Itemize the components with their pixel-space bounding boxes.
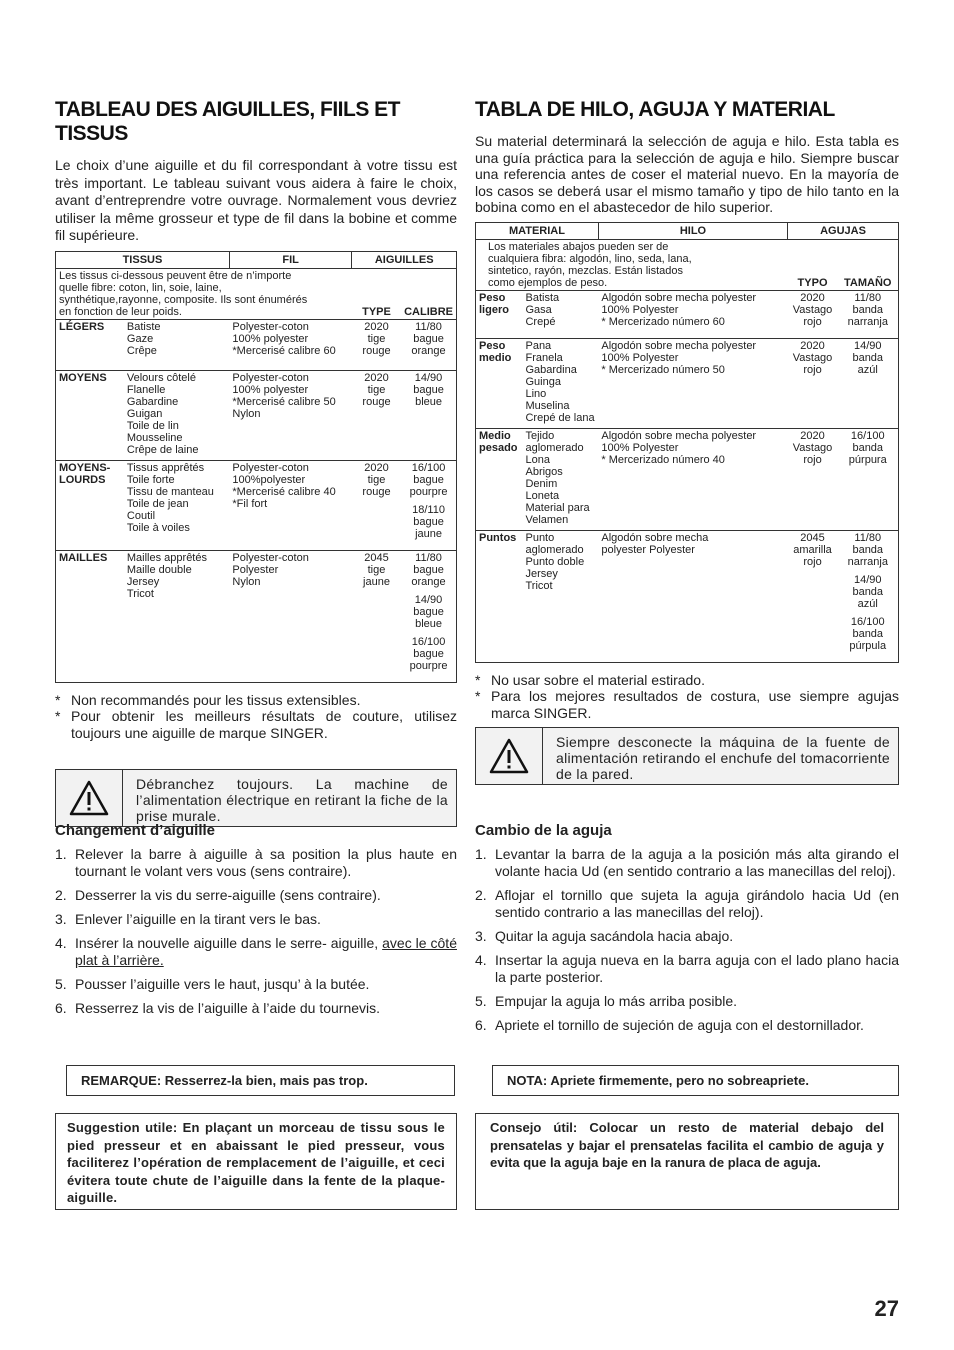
step-text xyxy=(495,993,899,1010)
step-text xyxy=(495,952,899,986)
step-item xyxy=(55,846,457,880)
thread-list: Algodón sobre mecha polyester 100% Polyester * Mercerizado número 40 xyxy=(598,428,787,530)
warning-box-es xyxy=(475,727,899,785)
header-needles: AIGUILLES xyxy=(352,251,457,268)
steps-es xyxy=(475,846,899,1034)
fabric-category: Medio pesado xyxy=(476,428,523,530)
needle-size: 14/90 bague bleue xyxy=(413,593,444,630)
fabric-list: Velours côtelé Flanelle Gabardine Guigan Toile de lin Mousseline Crêpe de laine xyxy=(124,370,230,460)
remark-es: NOTA: Apriete firmemente, pero no sobreapriete. xyxy=(507,1072,809,1088)
header-thread: FIL xyxy=(229,251,352,268)
header-fabric: MATERIAL xyxy=(476,222,599,239)
warning-icon xyxy=(476,728,543,784)
needle-size: 16/100 banda púrpura xyxy=(848,429,887,466)
footnote-marker: * xyxy=(55,708,61,724)
step-text-main: Apriete el tornillo de sujeción de aguja con el destornillador. xyxy=(495,1017,864,1033)
step-number: 3. xyxy=(475,928,487,944)
fabric-category: MAILLES xyxy=(56,550,124,682)
step-item xyxy=(55,1000,457,1017)
needle-type: 2020 tige rouge xyxy=(352,460,401,550)
remark-box-es xyxy=(492,1065,899,1096)
step-item xyxy=(55,935,457,969)
step-text xyxy=(75,935,457,969)
step-number: 5. xyxy=(55,976,67,992)
table-row xyxy=(56,319,457,370)
type-label: TYPO xyxy=(788,239,838,290)
step-text xyxy=(495,846,899,880)
needle-size: 14/90 banda azúl xyxy=(852,573,884,610)
step-text-main: Enlever l’aiguille en la tirant vers le bas. xyxy=(75,911,321,927)
needle-sizes xyxy=(401,370,456,460)
step-number: 6. xyxy=(475,1017,487,1033)
intro-es: Su material determinará la selección de aguja e hilo. Esta tabla es una guía práctica para la selección de aguja e hilo. Siempre buscar una referencia antes de coser el material nuevo. En la mayoría de los casos se deberá usar el mismo tamaño y tipo de hilo tanto en la bobina como en el abastecedor de hilo superior. xyxy=(475,133,899,215)
warning-text-fr: Débranchez toujours. La machine de l’alimentation électrique en retirant la fiche de la prise murale. xyxy=(136,776,448,824)
needle-chart-es xyxy=(475,222,899,663)
thread-list: Algodón sobre mecha polyester 100% Polyester * Mercerizado número 60 xyxy=(598,290,787,338)
step-number: 2. xyxy=(475,887,487,903)
needle-size: 16/100 banda púrpula xyxy=(849,615,887,652)
needle-chart-fr xyxy=(55,251,457,683)
step-text xyxy=(495,887,899,921)
needle-sizes xyxy=(838,290,899,338)
header-thread: HILO xyxy=(598,222,787,239)
spanish-column xyxy=(475,98,899,785)
type-label: TYPE xyxy=(352,268,401,319)
fabric-category: LÉGERS xyxy=(56,319,124,370)
footnote xyxy=(55,708,457,741)
step-text xyxy=(75,911,457,928)
needle-sizes xyxy=(401,319,456,370)
size-label: TAMAÑO xyxy=(838,239,899,290)
tip-box-es xyxy=(475,1113,899,1210)
thread-list: Algodón sobre mecha polyester 100% Polyester * Mercerizado número 50 xyxy=(598,338,787,428)
needle-type: 2045 tige jaune xyxy=(352,550,401,682)
needle-type: 2020 tige rouge xyxy=(352,319,401,370)
step-text xyxy=(75,1000,457,1017)
fiber-note: Les tissus ci-dessous peuvent être de n’importe quelle fibre: coton, lin, soie, laine, synthétique,rayonne, composite. Ils sont énumérés en fonction de leur poids. xyxy=(56,268,352,319)
needle-type: 2020 Vastago rojo xyxy=(788,428,838,530)
fabric-category: Peso medio xyxy=(476,338,523,428)
warning-icon xyxy=(56,770,123,826)
table-note-row xyxy=(476,239,899,290)
needle-size: 14/90 bague bleue xyxy=(413,371,444,408)
footnote-text: Non recommandés pour les tissus extensibles. xyxy=(71,691,361,708)
step-item xyxy=(475,928,899,945)
needle-size: 11/80 bague orange xyxy=(411,320,446,357)
needle-type: 2020 Vastago rojo xyxy=(788,338,838,428)
thread-list: Polyester-coton 100%polyester *Mercerisé calibre 40 *Fil fort xyxy=(229,460,352,550)
step-number: 4. xyxy=(55,935,67,951)
step-item xyxy=(475,1017,899,1034)
step-number: 5. xyxy=(475,993,487,1009)
needle-size: 11/80 bague orange xyxy=(411,551,446,588)
page-title-es: TABLA DE HILO, AGUJA Y MATERIAL xyxy=(475,98,835,121)
footnote xyxy=(475,672,899,689)
step-text-underlined: avec le côté plat à l’arrière. xyxy=(75,935,457,968)
section-title-fr: Changement d’aiguille xyxy=(55,822,216,839)
needle-type: 2045 amarilla rojo xyxy=(788,530,838,662)
step-number: 1. xyxy=(475,846,487,862)
intro-fr: Le choix d’une aiguille et du fil correspondant à votre tissu est très important. Le tableau suivant vous aidera à faire le choix, avant d’entreprendre votre ouvrage. Normalement vous devriez utiliser la même grosseur et type de fil dans la bobine et comme fil supérieure. xyxy=(55,157,457,243)
tip-box-fr xyxy=(55,1113,457,1210)
fabric-category: MOYENS- LOURDS xyxy=(56,460,124,550)
footnote-text: No usar sobre el material estirado. xyxy=(491,671,705,688)
fabric-list: Batista Gasa Crepé xyxy=(522,290,598,338)
step-text-main: Insertar la aguja nueva en la barra aguja con el lado plano hacia la parte posterior. xyxy=(495,952,899,985)
fiber-note: Los materiales abajos pueden ser de cualquiera fibra: algodón, lino, seda, lana, sintetico, rayón, mezclas. Están listados como ejemplos de peso. xyxy=(476,239,788,290)
thread-list: Algodón sobre mecha polyester Polyester xyxy=(598,530,787,662)
fabric-list: Tejido aglomerado Lona Abrigos Denim Loneta Material para Velamen xyxy=(522,428,598,530)
table-row xyxy=(56,370,457,460)
needle-size: 18/110 bague jaune xyxy=(412,503,445,540)
step-number: 2. xyxy=(55,887,67,903)
footnote-marker: * xyxy=(55,691,61,708)
needle-size: 16/100 bague pourpre xyxy=(409,635,448,672)
page-number: 27 xyxy=(874,1296,899,1321)
remark-box-fr xyxy=(66,1065,455,1096)
table-row xyxy=(476,428,899,530)
fabric-list: Batiste Gaze Crêpe xyxy=(124,319,230,370)
step-item xyxy=(475,952,899,986)
needle-type: 2020 Vastago rojo xyxy=(788,290,838,338)
table-row xyxy=(476,338,899,428)
fabric-list: Tissus apprêtés Toile forte Tissu de manteau Toile de jean Coutil Toile à voiles xyxy=(124,460,230,550)
needle-change-es xyxy=(475,822,899,1041)
table-header-row xyxy=(476,222,899,239)
step-text-main: Empujar la aguja lo más arriba posible. xyxy=(495,993,738,1009)
footnote-text: Pour obtenir les meilleurs résultats de couture, utilisez toujours une aiguille de marque SINGER. xyxy=(71,708,457,741)
header-needles: AGUJAS xyxy=(788,222,899,239)
steps-fr xyxy=(55,846,457,1017)
tip-es: Consejo útil: Colocar un resto de material debajo del prensatelas y bajar el prensatelas facilita el cambio de aguja y evita que la aguja baje en la ranura de placa de aguja. xyxy=(490,1120,884,1170)
needle-type: 2020 tige rouge xyxy=(352,370,401,460)
notes-fr xyxy=(55,692,457,742)
footnote xyxy=(475,688,899,721)
step-item xyxy=(475,993,899,1010)
needle-size: 11/80 banda narranja xyxy=(847,291,888,328)
step-number: 4. xyxy=(475,952,487,968)
table-row xyxy=(56,460,457,550)
footnote-text: Para los mejores resultados de costura, use siempre agujas marca SINGER. xyxy=(491,688,899,721)
notes-es xyxy=(475,672,899,722)
step-item xyxy=(475,846,899,880)
table-note-row xyxy=(56,268,457,319)
step-text-main: Aflojar el tornillo que sujeta la aguja girándolo hacia Ud (en sentido contrario a las manecillas del reloj). xyxy=(495,887,899,920)
step-text-main: Levantar la barra de la aguja a la posición más alta girando el volante hacia Ud (en sentido contrario a las manecillas del reloj). xyxy=(495,846,899,879)
fabric-list: Pana Franela Gabardina Guinga Lino Muselina Crepé de lana xyxy=(522,338,598,428)
fabric-list: Punto aglomerado Punto doble Jersey Tricot xyxy=(522,530,598,662)
needle-size: 11/80 banda narranja xyxy=(847,531,888,568)
thread-list: Polyester-coton Polyester Nylon xyxy=(229,550,352,682)
thread-list: Polyester-coton 100% polyester *Mercerisé calibre 50 Nylon xyxy=(229,370,352,460)
step-number: 6. xyxy=(55,1000,67,1016)
warning-box-fr xyxy=(55,769,457,827)
section-title-es: Cambio de la aguja xyxy=(475,822,612,839)
step-item xyxy=(55,976,457,993)
page-title-fr: TABLEAU DES AIGUILLES, FIILS ET TISSUS xyxy=(55,98,401,145)
header-fabric: TISSUS xyxy=(56,251,230,268)
step-text-main: Quitar la aguja sacándola hacia abajo. xyxy=(495,928,734,944)
table-row xyxy=(476,290,899,338)
fabric-category: Peso ligero xyxy=(476,290,523,338)
table-row xyxy=(476,530,899,662)
step-text-main: Resserrez la vis de l’aiguille à l’aide du tournevis. xyxy=(75,1000,381,1016)
size-label: CALIBRE xyxy=(401,268,456,319)
step-text xyxy=(495,1017,899,1034)
step-text xyxy=(75,887,457,904)
needle-sizes xyxy=(838,530,899,662)
step-text xyxy=(75,846,457,880)
fabric-category: Puntos xyxy=(476,530,523,662)
tip-fr: Suggestion utile: En plaçant un morceau de tissu sous le pied presseur et en abaissant le pied presseur, vous faciliterez l’opération de remplacement de l’aiguille, et ceci évitera toute chute de l’aiguille dans la fente de la plaque-aiguille. xyxy=(67,1120,445,1205)
table-row xyxy=(56,550,457,682)
step-item xyxy=(475,887,899,921)
fabric-list: Mailles apprêtés Maille double Jersey Tricot xyxy=(124,550,230,682)
needle-change-fr xyxy=(55,822,457,1024)
step-text-main: Relever la barre à aiguille à sa position la plus haute en tournant le volant vers vous (sens contraire). xyxy=(75,846,457,879)
needle-sizes xyxy=(838,338,899,428)
step-text-main: Insérer la nouvelle aiguille dans le serre- aiguille, xyxy=(75,935,383,951)
footnote-marker: * xyxy=(475,671,481,688)
step-item xyxy=(55,887,457,904)
warning-text-es: Siempre desconecte la máquina de la fuente de alimentación retirando el enchufe del tomacorriente de la pared. xyxy=(556,734,890,782)
footnote-marker: * xyxy=(475,688,481,704)
needle-size: 16/100 bague pourpre xyxy=(409,461,448,498)
needle-sizes xyxy=(838,428,899,530)
remark-fr: REMARQUE: Resserrez-la bien, mais pas trop. xyxy=(81,1072,368,1088)
footnote xyxy=(55,692,457,709)
step-number: 3. xyxy=(55,911,67,927)
needle-sizes xyxy=(401,460,456,550)
step-text-main: Pousser l’aiguille vers le haut, jusqu’ à la butée. xyxy=(75,976,370,992)
needle-sizes xyxy=(401,550,456,682)
step-item xyxy=(55,911,457,928)
step-text xyxy=(495,928,899,945)
french-column xyxy=(55,98,457,827)
step-number: 1. xyxy=(55,846,67,862)
fabric-category: MOYENS xyxy=(56,370,124,460)
step-text-main: Desserrer la vis du serre-aiguille (sens contraire). xyxy=(75,887,381,903)
needle-size: 14/90 banda azúl xyxy=(852,339,884,376)
table-header-row xyxy=(56,251,457,268)
thread-list: Polyester-coton 100% polyester *Mercerisé calibre 60 xyxy=(229,319,352,370)
step-text xyxy=(75,976,457,993)
